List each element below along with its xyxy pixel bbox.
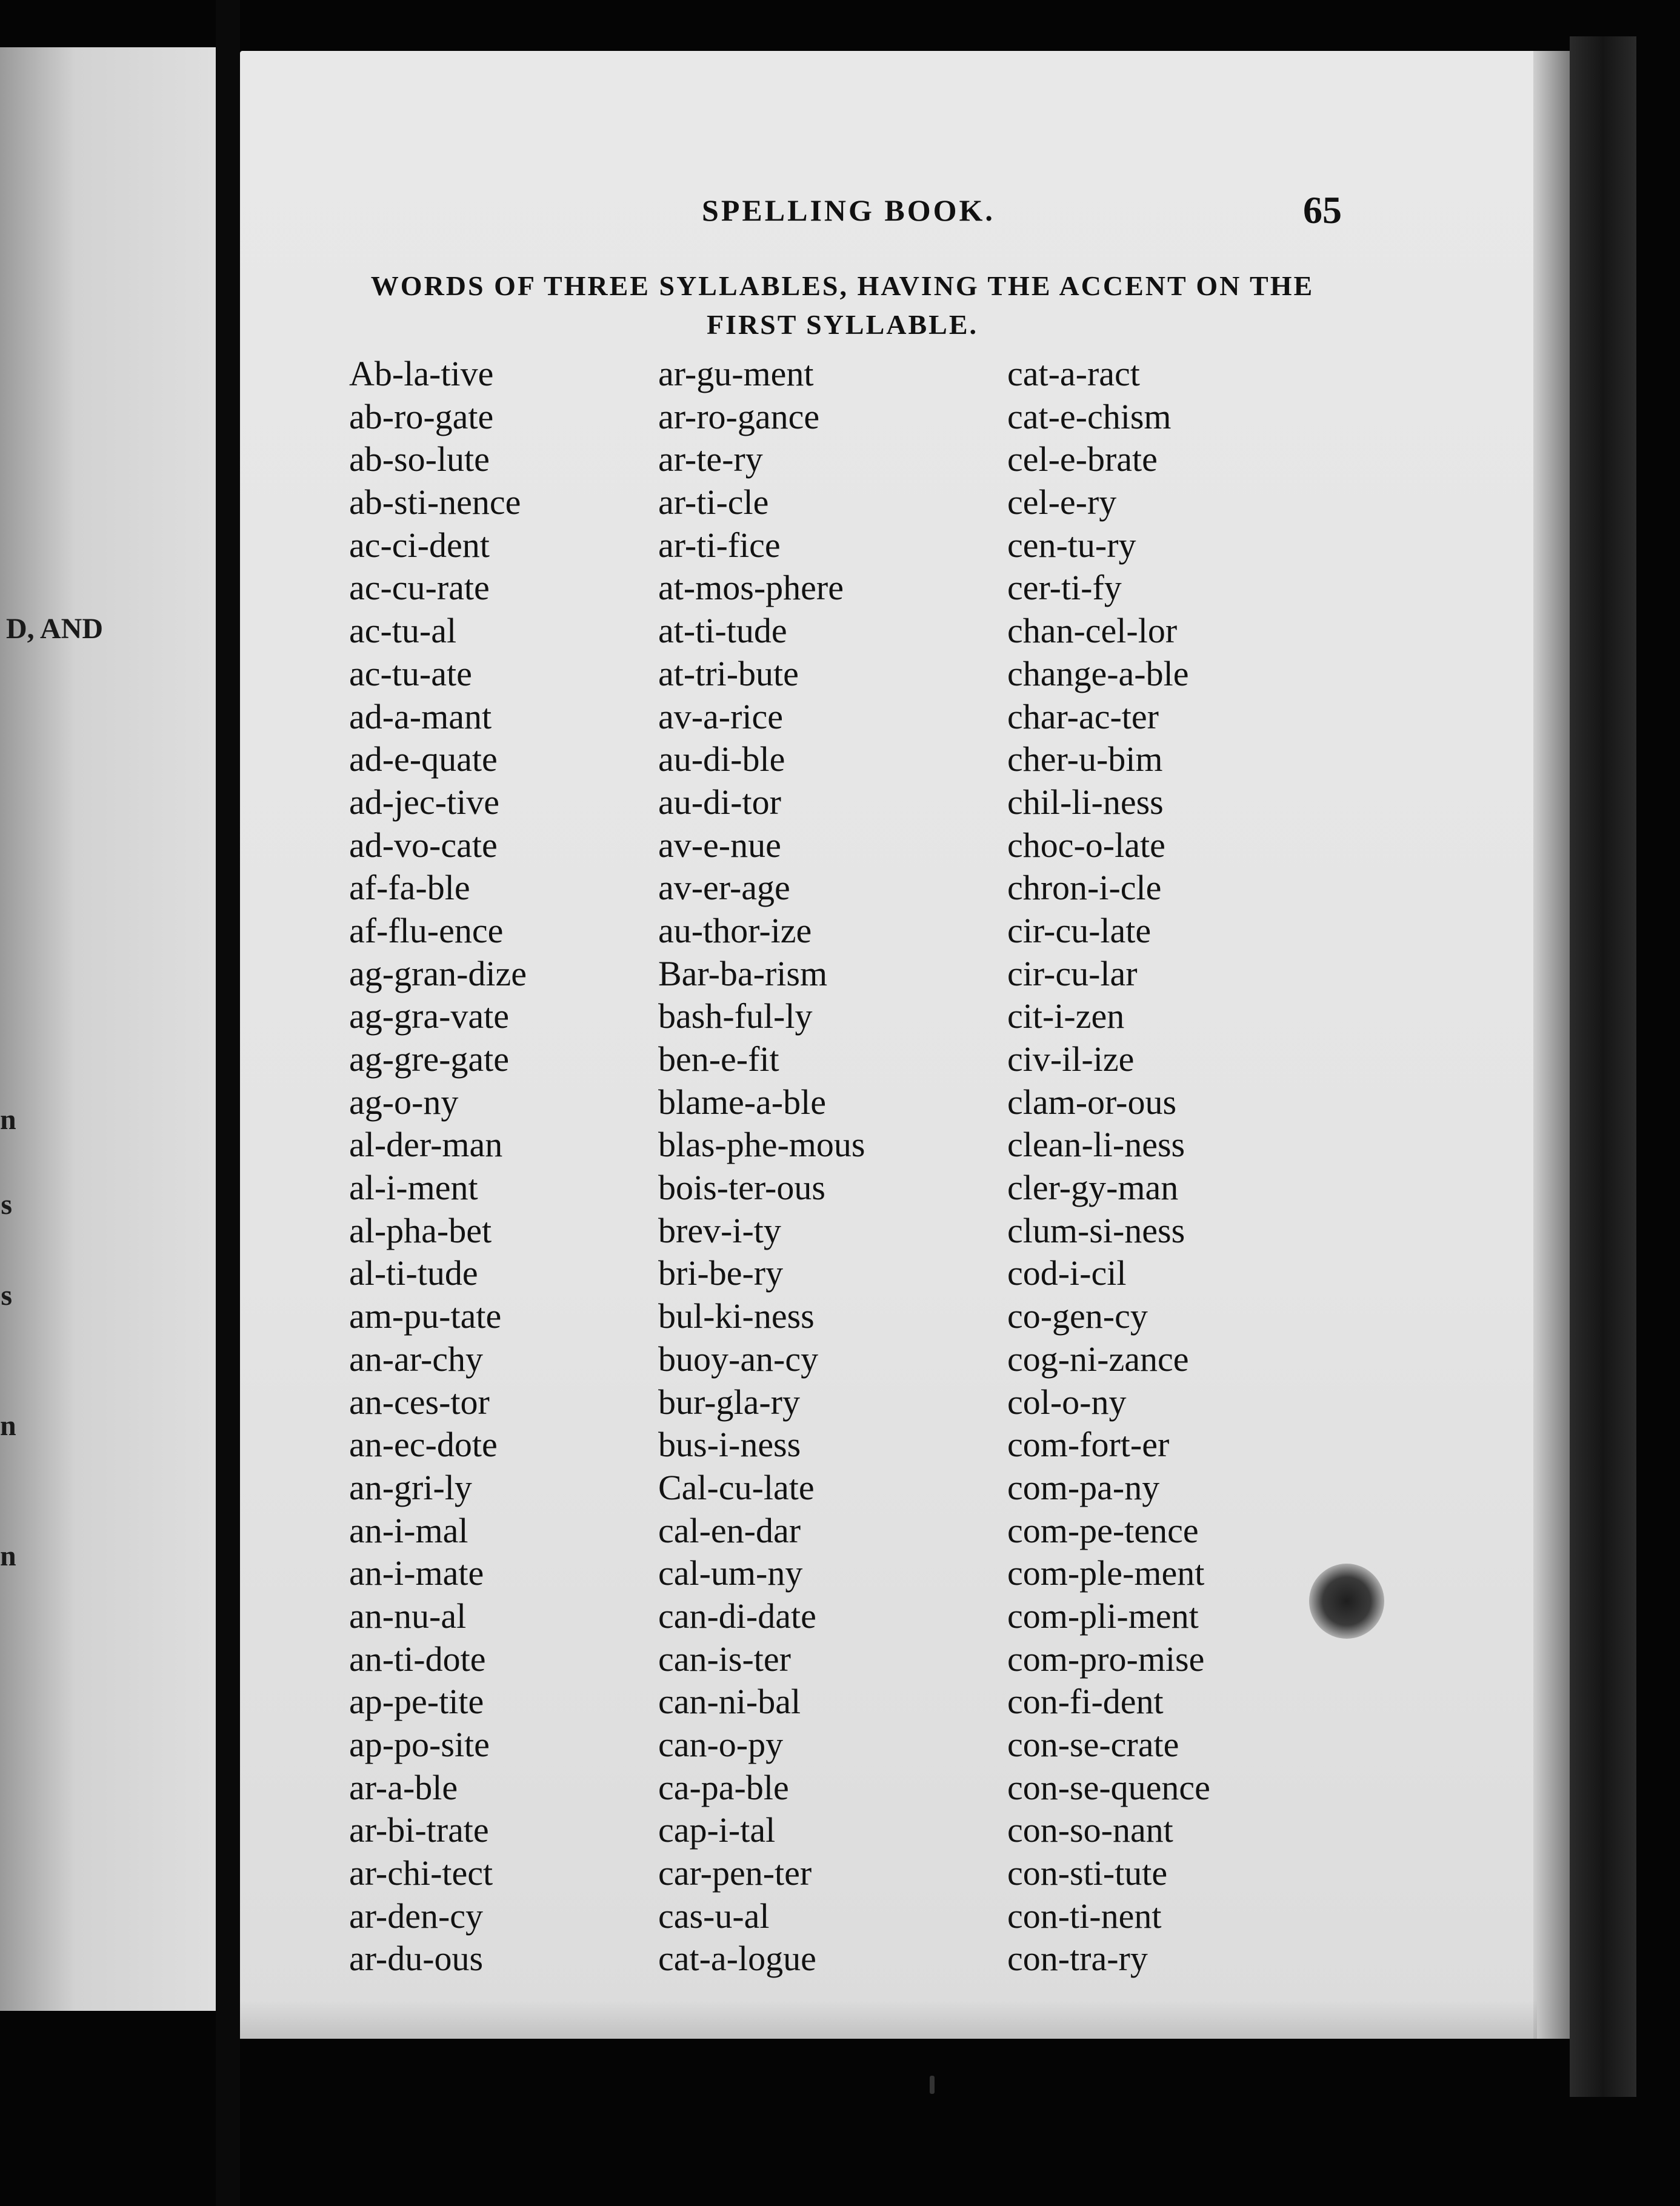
page-edge [1533,51,1570,2039]
word-entry: cer-ti-fy [1007,568,1122,608]
word-entry: clam-or-ous [1007,1082,1177,1122]
word-entry: cal-um-ny [658,1553,803,1593]
word-entry: ad-e-quate [349,739,498,779]
word-entry: ar-bi-trate [349,1810,489,1850]
word-entry: ar-chi-tect [349,1853,493,1893]
word-entry: am-pu-tate [349,1296,502,1336]
word-entry: ap-po-site [349,1725,490,1764]
word-entry: an-gri-ly [349,1467,472,1507]
word-entry: com-ple-ment [1007,1553,1205,1593]
word-entry: ar-ro-gance [658,396,820,436]
word-entry: ag-gran-dize [349,953,527,993]
word-entry: chan-cel-lor [1007,611,1178,651]
word-entry: al-pha-bet [349,1210,492,1250]
word-entry: au-di-ble [658,739,785,779]
word-entry: con-ti-nent [1007,1896,1162,1936]
word-entry: cit-i-zen [1007,996,1125,1036]
word-entry: chron-i-cle [1007,868,1162,908]
word-entry: civ-il-ize [1007,1039,1135,1079]
word-entry: cog-ni-zance [1007,1339,1189,1379]
word-entry: brev-i-ty [658,1210,781,1250]
word-entry: buoy-an-cy [658,1339,819,1379]
word-entry: con-tra-ry [1007,1939,1148,1979]
book-gutter [216,0,240,2206]
word-entry: an-i-mate [349,1553,484,1593]
word-entry: ab-ro-gate [349,396,494,436]
word-entry: ad-vo-cate [349,825,498,865]
word-entry: ac-cu-rate [349,568,490,608]
word-entry: chil-li-ness [1007,782,1164,822]
word-entry: cat-e-chism [1007,396,1172,436]
running-head: SPELLING BOOK. [702,193,995,227]
word-entry: au-di-tor [658,782,781,822]
word-entry: Bar-ba-rism [658,953,828,993]
word-entry: an-ti-dote [349,1639,486,1679]
word-entry: ap-pe-tite [349,1682,484,1722]
word-entry: bus-i-ness [658,1425,801,1465]
word-entry: av-a-rice [658,696,784,736]
word-entry: cod-i-cil [1007,1253,1127,1293]
page-number: 65 [1303,188,1342,232]
word-entry: com-pli-ment [1007,1596,1199,1636]
word-entry: cas-u-al [658,1896,770,1936]
section-heading-line-1: WORDS OF THREE SYLLABLES, HAVING THE ACCENT ON THE [370,270,1315,301]
word-entry: ab-sti-nence [349,482,521,522]
word-entry: con-fi-dent [1007,1682,1164,1722]
word-entry: col-o-ny [1007,1382,1127,1422]
word-entry: choc-o-late [1007,825,1165,865]
word-entry: ac-tu-al [349,611,457,651]
word-entry: con-so-nant [1007,1810,1173,1850]
word-entry: av-e-nue [658,825,781,865]
word-entry: can-ni-bal [658,1682,801,1722]
word-entry: af-fa-ble [349,868,470,908]
word-entry: ac-ci-dent [349,525,490,565]
word-entry: an-ec-dote [349,1425,498,1465]
word-entry: bri-be-ry [658,1253,784,1293]
word-entry: co-gen-cy [1007,1296,1148,1336]
word-entry: can-di-date [658,1596,816,1636]
word-entry: change-a-ble [1007,653,1189,693]
word-entry: cel-e-brate [1007,439,1158,479]
word-entry: cler-gy-man [1007,1168,1179,1208]
section-heading [327,267,1358,344]
word-entry: ab-so-lute [349,439,490,479]
word-entry: cat-a-ract [1007,354,1140,393]
page-mark [930,2076,935,2094]
word-entry: car-pen-ter [658,1853,812,1893]
word-entry: cher-u-bim [1007,739,1163,779]
word-entry: ben-e-fit [658,1039,779,1079]
word-entry: cel-e-ry [1007,482,1117,522]
word-entry: cir-cu-late [1007,910,1152,950]
word-entry: ag-gre-gate [349,1039,510,1079]
word-entry: av-er-age [658,868,790,908]
word-entry: at-ti-tude [658,611,787,651]
word-column-3 [1007,353,1210,1981]
word-entry: can-is-ter [658,1639,791,1679]
word-entry: ar-du-ous [349,1939,484,1979]
left-page-fragment: s [1,1279,12,1311]
word-entry: ar-gu-ment [658,354,814,393]
word-entry: Cal-cu-late [658,1467,815,1507]
word-entry: au-thor-ize [658,910,812,950]
word-entry: com-fort-er [1007,1425,1170,1465]
left-page-fragment: n [0,1410,16,1442]
word-entry: af-flu-ence [349,910,504,950]
word-entry: ad-a-mant [349,696,492,736]
word-entry: ag-gra-vate [349,996,510,1036]
word-entry: ag-o-ny [349,1082,459,1122]
word-entry: clum-si-ness [1007,1210,1185,1250]
word-entry: cat-a-logue [658,1939,816,1979]
word-entry: blame-a-ble [658,1082,826,1122]
ink-blot [1309,1564,1384,1639]
word-entry: Ab-la-tive [349,354,494,393]
word-entry: clean-li-ness [1007,1125,1185,1165]
word-entry: al-der-man [349,1125,503,1165]
word-entry: al-ti-tude [349,1253,478,1293]
word-entry: cir-cu-lar [1007,953,1138,993]
left-page-fragment: n [0,1540,16,1572]
word-entry: con-se-crate [1007,1725,1179,1764]
word-entry: al-i-ment [349,1168,478,1208]
word-entry: ar-ti-cle [658,482,769,522]
word-entry: bois-ter-ous [658,1168,825,1208]
word-entry: cen-tu-ry [1007,525,1136,565]
word-entry: com-pe-tence [1007,1510,1199,1550]
word-entry: cal-en-dar [658,1510,801,1550]
word-entry: char-ac-ter [1007,696,1159,736]
word-entry: con-se-quence [1007,1767,1210,1807]
word-entry: ar-a-ble [349,1767,458,1807]
word-entry: cap-i-tal [658,1810,776,1850]
word-entry: an-ces-tor [349,1382,490,1422]
word-entry: ar-te-ry [658,439,763,479]
word-entry: bul-ki-ness [658,1296,815,1336]
word-entry: bur-gla-ry [658,1382,800,1422]
left-page-fragment: D, AND [5,613,103,645]
word-entry: at-mos-phere [658,568,844,608]
word-entry: an-nu-al [349,1596,467,1636]
word-entry: an-ar-chy [349,1339,484,1379]
word-column-2 [658,353,865,1981]
left-page-fragment: n [0,1104,16,1136]
word-entry: at-tri-bute [658,653,799,693]
page-shadow [240,2000,1537,2039]
word-entry: ad-jec-tive [349,782,499,822]
word-entry: ar-ti-fice [658,525,781,565]
word-entry: con-sti-tute [1007,1853,1168,1893]
book-cover-edge [1570,36,1636,2097]
word-entry: can-o-py [658,1725,784,1764]
left-page [0,47,216,2011]
word-entry: ca-pa-ble [658,1767,789,1807]
left-page-fragment: s [1,1188,12,1221]
word-entry: com-pro-mise [1007,1639,1205,1679]
word-entry: ac-tu-ate [349,653,472,693]
word-column-1 [349,353,527,1981]
word-entry: ar-den-cy [349,1896,484,1936]
word-entry: bash-ful-ly [658,996,813,1036]
word-entry: an-i-mal [349,1510,468,1550]
word-entry: blas-phe-mous [658,1125,865,1165]
word-entry: com-pa-ny [1007,1467,1160,1507]
section-heading-line-2: FIRST SYLLABLE. [706,309,979,340]
